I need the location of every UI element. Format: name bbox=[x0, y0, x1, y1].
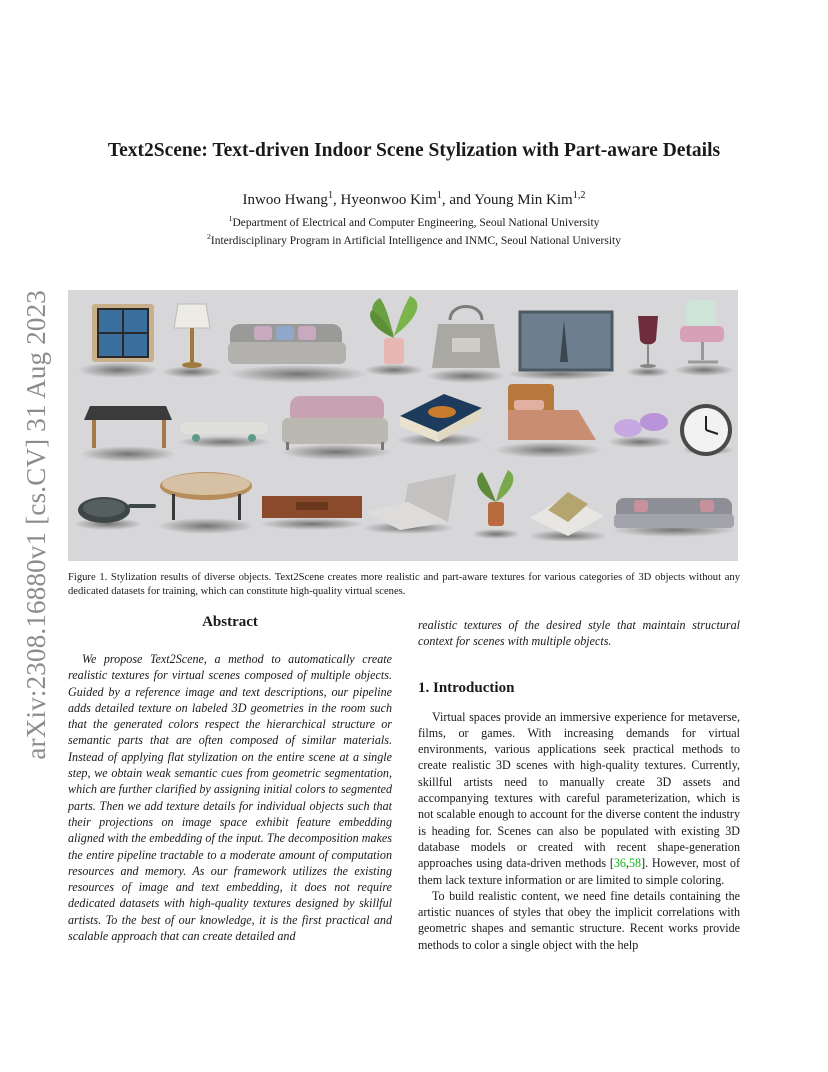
tv-stand-icon bbox=[260, 496, 364, 530]
handbag-icon bbox=[426, 307, 506, 384]
citation-link[interactable]: 36 bbox=[613, 856, 626, 871]
affiliation-text: Interdisciplinary Program in Artificial Intelligence and INMC, Seoul National University bbox=[210, 235, 621, 247]
armchair-icon bbox=[674, 300, 734, 376]
potted-plant-icon bbox=[472, 470, 520, 539]
skateboard-icon bbox=[178, 422, 270, 448]
author-list: Inwoo Hwang$^1$, Hyeonwoo Kim$^1$, and Young Min Kim$^{1,2}$ bbox=[242, 190, 586, 208]
author-affil-sup: 1 bbox=[327, 190, 334, 201]
affiliation-1 bbox=[0, 214, 828, 229]
author-affil-sup: 1,2 bbox=[572, 190, 586, 201]
introduction-heading: 1. Introduction bbox=[418, 679, 515, 696]
affiliation-sup: 1 bbox=[228, 214, 233, 224]
affiliation-sup: 2 bbox=[207, 232, 211, 242]
paper-title: Text2Scene: Text-driven Indoor Scene Stylization with Part-aware Details bbox=[107, 140, 721, 161]
intro-paragraph-1 bbox=[418, 709, 740, 888]
arxiv-id-text: arXiv:2308.16880v1 [cs.CV] 31 Aug 2023 bbox=[20, 290, 51, 760]
figure-1-objects bbox=[68, 290, 738, 561]
wine-glass-icon bbox=[626, 316, 670, 377]
citation-link[interactable]: 58 bbox=[628, 856, 642, 871]
figure-caption: Figure 1. Stylization results of diverse objects. Text2Scene creates more realistic and part-aware textures for various categories of 3D objects without any dedicated datasets for training, which can constitute high-quality virtual scenes. bbox=[68, 572, 740, 597]
painting-icon bbox=[506, 312, 614, 380]
abstract-heading: Abstract bbox=[202, 614, 258, 630]
figure-1-image bbox=[68, 290, 738, 561]
abstract-body: We propose Text2Scene, a method to automatically create realistic textures for virtual scenes composed of multiple objects. Guided by a reference image and text descriptions, our pipeline adds detailed texture on labeled 3D geometries in the room such that the generated colors respect the hierarchical structure or semantic parts that are often composed of similar materials. Instead of applying flat stylization on the entire scene at a single step, we obtain weak semantic cues from geometric segmentation, which are further clarified by assigning initial colors to segmented parts. Then we add texture details for individual objects such that their projections on image space exhibit feature embedding aligned with the embedding of the input. The decomposition makes the entire pipeline tractable to a moderate amount of computation resources and memory. As our framework utilizes the existing resources of image and text embedding, it does not require dedicated datasets with high-quality textures designed by skillful artists. To the best of our knowledge, it is the first practical and scalable approach that can create detailed and bbox=[68, 652, 392, 944]
oval-table-icon bbox=[158, 472, 254, 534]
abstract-continued: realistic textures of the desired style that maintain structural context for scenes with multiple objects. bbox=[418, 618, 740, 649]
book-icon bbox=[396, 394, 484, 447]
potted-plant-icon bbox=[364, 296, 424, 376]
intro-paragraph-2: To build realistic content, we need fine details containing the artistic nuances of styles that obey the implicit correlations with geometric shapes and semantic structure. Recent works provide methods to color a single object with the help bbox=[418, 888, 740, 952]
affiliation-text: Department of Electrical and Computer Engineering, Seoul National University bbox=[232, 217, 600, 229]
author-affil-sup: 1 bbox=[436, 190, 442, 201]
sofa-icon bbox=[280, 396, 392, 460]
intro-text: Virtual spaces provide an immersive experience for metaverse, films, or games. With increasing demands for virtual environments, various applications seek practical methods to create realistic 3D scenes with high-quality textures. Currently, skillful artists need to manually create 3D assets and accompanying textures with careful parameterization, which is not scalable enough to account for the diverse content the industry is heading for. Scenes can also be populated with existing 3D database models or created with recent shape-generation approaches using data-driven methods [ bbox=[418, 709, 740, 871]
right-column bbox=[418, 617, 740, 953]
arxiv-side-stamp bbox=[18, 280, 54, 770]
sofa-icon bbox=[612, 498, 736, 537]
window-icon bbox=[78, 304, 158, 378]
wall-clock-icon bbox=[680, 404, 734, 456]
author-name: Hyeonwoo Kim bbox=[340, 192, 437, 208]
affiliation-2 bbox=[0, 232, 828, 247]
lamp-icon bbox=[162, 304, 222, 378]
intro-text: ]. However, most of them lack texture information or are limited to simple coloring. bbox=[418, 856, 740, 887]
slippers-icon bbox=[608, 413, 672, 448]
bed-icon bbox=[494, 384, 602, 458]
pillow-book-icon bbox=[528, 492, 608, 542]
author-name: Inwoo Hwang bbox=[242, 192, 328, 208]
laptop-icon bbox=[362, 474, 456, 534]
sofa-icon bbox=[228, 324, 368, 383]
citation-separator: , bbox=[625, 856, 629, 871]
left-column bbox=[68, 614, 392, 944]
table-icon bbox=[80, 406, 176, 462]
frying-pan-icon bbox=[74, 497, 156, 530]
author-name: and Young Min Kim bbox=[449, 192, 573, 208]
